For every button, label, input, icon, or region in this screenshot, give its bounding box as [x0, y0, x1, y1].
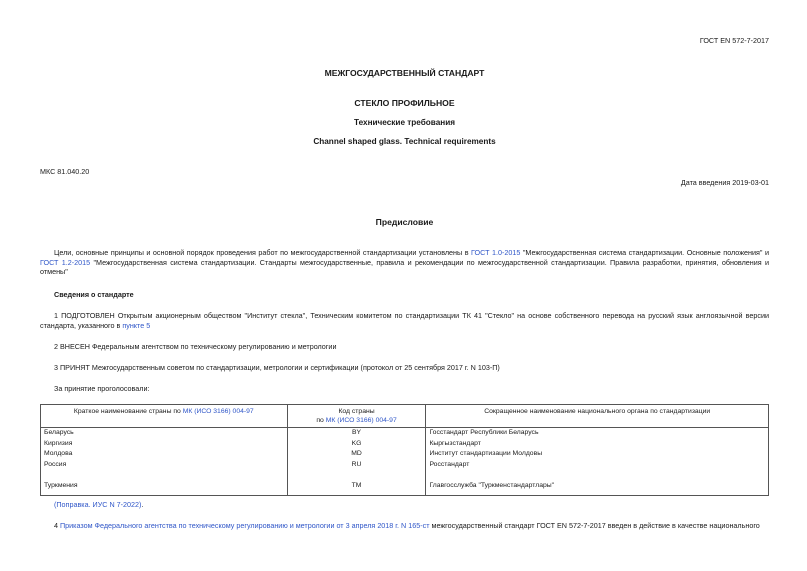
body-cell: Госстандарт Республики Беларусь	[426, 428, 769, 439]
standard-type-heading: МЕЖГОСУДАРСТВЕННЫЙ СТАНДАРТ	[324, 68, 485, 78]
country-cell: Туркмения	[41, 481, 288, 495]
column-header-code: Код страны по МК (ИСО 3166) 004-97	[287, 405, 426, 428]
states-table	[40, 404, 769, 496]
item-3-text: 3 ПРИНЯТ Межгосударственным советом по стандартизации, метрологии и сертификации (протокол от 25 сентября 2017 г. N 103-П)	[54, 363, 500, 372]
table-row	[41, 449, 769, 460]
country-cell: Киргизия	[41, 439, 288, 450]
code-cell: KG	[287, 439, 426, 450]
document-subtitle: Технические требования	[353, 118, 456, 127]
body-cell: Главгосслужба "Туркменстандартлары"	[426, 481, 769, 495]
voted-label: За принятие проголосовали:	[54, 384, 150, 393]
code-cell: RU	[287, 460, 426, 471]
section-title: Предисловие	[375, 217, 434, 227]
document-code: ГОСТ EN 572-7-2017	[699, 36, 769, 45]
introduction-date: Дата введения 2019-03-01	[680, 178, 769, 187]
gost-1-0-2015-link[interactable]: ГОСТ 1.0-2015	[471, 248, 521, 257]
mk-iso-3166-link[interactable]: МК (ИСО 3166) 004-97	[182, 408, 254, 415]
preface-paragraph: Цели, основные принципы и основной порядок проведения работ по межгосударственной стандартизации установлены в ГОСТ 1.0-2015 "Межгосударственная система стандартизации. Основные положения" и ГОСТ 1.2-2015 "Межгосударственная система стандартизации. Стандарты межгосударственные, правила и рекомендации по межгосударственной стандартизации. Правила разработки, принятия, обновления и отмены"	[40, 248, 769, 277]
country-cell: Беларусь	[41, 428, 288, 439]
body-cell: Росстандарт	[426, 460, 769, 471]
country-cell: Россия	[41, 460, 288, 471]
table-header-row	[41, 405, 769, 428]
country-cell: Молдова	[41, 449, 288, 460]
code-cell: BY	[287, 428, 426, 439]
mks-code: МКС 81.040.20	[40, 167, 90, 176]
amendment-note: (Поправка. ИУС N 7-2022).	[54, 500, 144, 509]
body-cell: Кыргызстандарт	[426, 439, 769, 450]
mk-iso-3166-code-link[interactable]: МК (ИСО 3166) 004-97	[325, 417, 397, 424]
table-row	[41, 481, 769, 495]
code-cell: MD	[287, 449, 426, 460]
item-4-paragraph: 4 Приказом Федерального агентства по техническому регулированию и метрологии от 3 апреля 2018 г. N 165-ст межгосударственный стандарт ГОСТ EN 572-7-2017 введен в действие в качестве национального	[54, 521, 760, 530]
table-row	[41, 460, 769, 471]
amendment-link[interactable]: (Поправка. ИУС N 7-2022)	[54, 500, 142, 509]
table-row	[41, 439, 769, 450]
document-title-english: Channel shaped glass. Technical requirements	[313, 137, 496, 146]
item-5-link[interactable]: пункте 5	[122, 320, 151, 330]
document-title: СТЕКЛО ПРОФИЛЬНОЕ	[354, 98, 455, 108]
order-link[interactable]: Приказом Федерального агентства по техническому регулированию и метрологии от 3 апреля 2018 г. N 165-ст	[60, 521, 430, 530]
item-2-text: 2 ВНЕСЕН Федеральным агентством по техническому регулированию и метрологии	[54, 342, 337, 351]
code-cell: TM	[287, 481, 426, 495]
body-cell: Институт стандартизации Молдовы	[426, 449, 769, 460]
column-header-body: Сокращенное наименование национального органа по стандартизации	[426, 405, 769, 428]
item-1-paragraph: 1 ПОДГОТОВЛЕН Открытым акционерным обществом "Институт стекла", Техническим комитетом по стандартизации ТК 41 "Стекло" на основе собственного перевода на русский язык англоязычной версии стандарта, указанного в пункте 5	[40, 311, 769, 330]
about-standard-heading: Сведения о стандарте	[54, 290, 134, 299]
gost-1-2-2015-link[interactable]: ГОСТ 1.2-2015	[40, 257, 91, 267]
table-spacer-row	[41, 470, 769, 481]
table-row	[41, 428, 769, 439]
column-header-country: Краткое наименование страны по МК (ИСО 3166) 004-97	[41, 405, 288, 428]
